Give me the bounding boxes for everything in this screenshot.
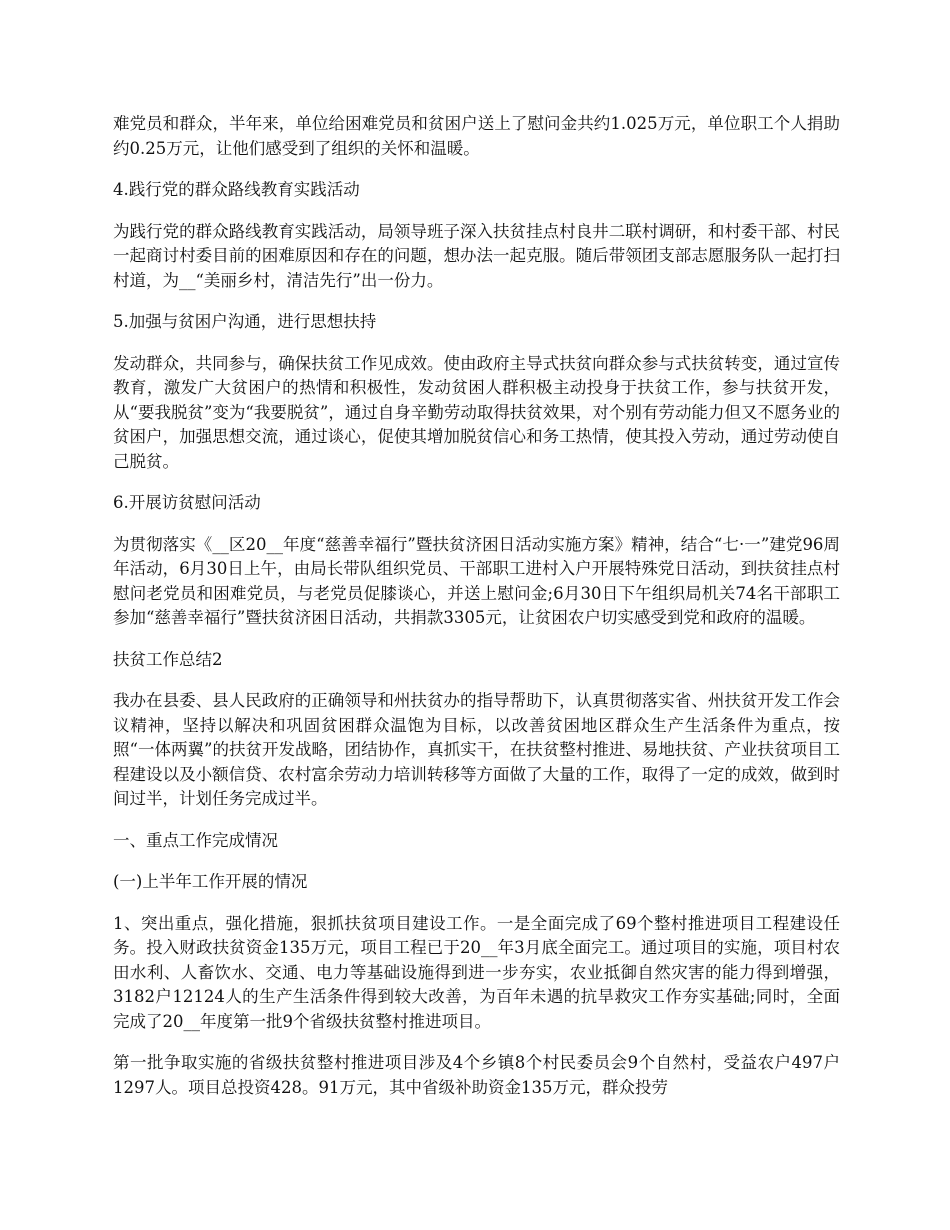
paragraph-project-construction: 1、突出重点，强化措施，狠抓扶贫项目建设工作。一是全面完成了69个整村推进项目工程建设任务。投入财政扶贫资金135万元，项目工程已于20__年3月底全面完工。通过项目的实施，项目村农田水利、人畜饮水、交通、电力等基础设施得到进一步夯实，农业抵御自然灾害的能力得到增强，3182户12124人的生产生活条件得到较大改善，为百年未遇的抗旱救灾工作夯实基础;同时，全面完成了20__年度第一批9个省级扶贫整村推进项目。 [113,913,840,1031]
paragraph-visit-activity: 为贯彻落实《__区20__年度“慈善幸福行”暨扶贫济困日活动实施方案》精神，结合“七·一”建党96周年活动，6月30日上午，由局长带队组织党员、干部职工进村入户开展特殊党日活动，到扶贫挂点村慰问老党员和困难党员，与老党员促膝谈心，并送上慰问金;6月30日下午组织局机关74名干部职工参加“慈善幸福行”暨扶贫济困日活动，共捐款3305元，让贫困农户切实感受到党和政府的温暖。 [113,534,840,627]
heading-visit-activity: 6.开展访贫慰问活动 [113,493,261,512]
paragraph-first-batch: 第一批争取实施的省级扶贫整村推进项目涉及4个乡镇8个村民委员会9个自然村，受益农户497户1297人。项目总投资428。91万元，其中省级补助资金135万元，群众投劳 [113,1053,840,1097]
paragraph-condolence-funds: 难党员和群众，半年来，单位给困难党员和贫困户送上了慰问金共约1.025万元，单位职工个人捐助约0.25万元，让他们感受到了组织的关怀和温暖。 [113,114,840,158]
heading-first-half: (一)上半年工作开展的情况 [113,872,308,891]
heading-summary-2: 扶贫工作总结2 [113,649,223,669]
paragraph-communication-support: 发动群众，共同参与，确保扶贫工作见成效。使由政府主导式扶贫向群众参与式扶贫转变，通过宣传教育，激发广大贫困户的热情和积极性，发动贫困人群积极主动投身于扶贫工作，参与扶贫开发，从“要我脱贫”变为“我要脱贫”，通过自身辛勤劳动取得扶贫效果，对个别有劳动能力但又不愿务业的贫困户，加强思想交流，通过谈心，促使其增加脱贫信心和务工热情，使其投入劳动，通过劳动使自己脱贫。 [113,353,840,471]
paragraph-mass-line-activity: 为践行党的群众路线教育实践活动，局领导班子深入扶贫挂点村良井二联村调研，和村委干部、村民一起商讨村委目前的困难原因和存在的问题，想办法一起克服。随后带领团支部志愿服务队一起打扫村道，为__“美丽乡村，清洁先行”出一份力。 [113,221,840,290]
heading-mass-line-activity: 4.践行党的群众路线教育实践活动 [113,180,360,199]
paragraph-summary-2: 我办在县委、县人民政府的正确领导和州扶贫办的指导帮助下，认真贯彻落实省、州扶贫开发工作会议精神，坚持以解决和巩固贫困群众温饱为目标，以改善贫困地区群众生产生活条件为重点，按照“一体两翼”的扶贫开发战略，团结协作，真抓实干，在扶贫整村推进、易地扶贫、产业扶贫项目工程建设以及小额信贷、农村富余劳动力培训转移等方面做了大量的工作，取得了一定的成效，做到时间过半，计划任务完成过半。 [113,691,840,808]
heading-key-work: 一、重点工作完成情况 [113,830,278,850]
heading-communication-support: 5.加强与贫困户沟通，进行思想扶持 [113,312,377,331]
